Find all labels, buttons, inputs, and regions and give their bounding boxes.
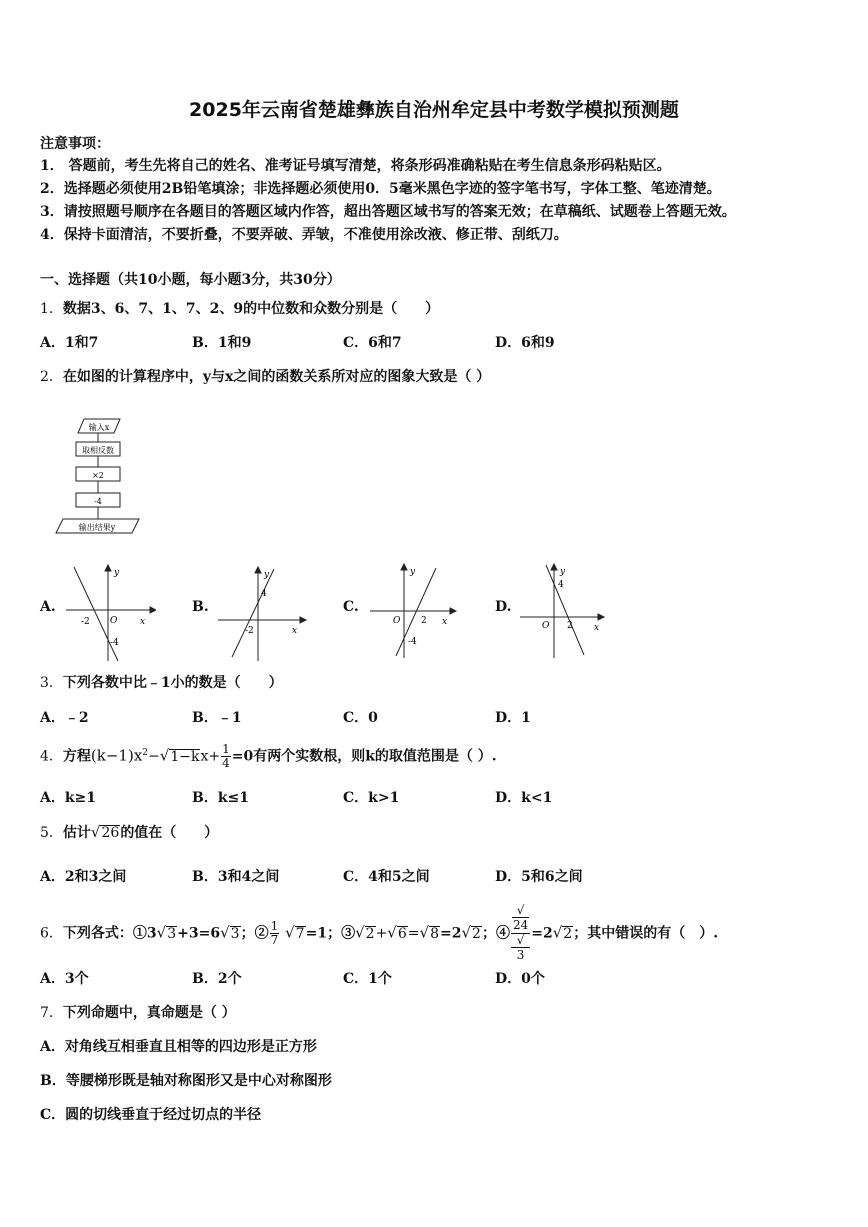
flow-minus-4: -4 — [94, 497, 102, 506]
notice-item: 4．保持卡面清洁，不要折叠，不要弄破、弄皱，不准使用涂改液、修正带、刮纸刀。 — [40, 227, 568, 243]
origin-label: O — [542, 621, 550, 631]
radicand: 6 — [397, 925, 407, 942]
expr-4: ；④ — [481, 925, 510, 942]
graph-c — [366, 560, 460, 660]
expr-2: ；② — [240, 925, 269, 942]
x-intercept-label: -2 — [81, 617, 90, 627]
minus-sign: − — [148, 748, 160, 765]
radicand: 2 — [365, 925, 375, 942]
option-d: D．6和9 — [495, 335, 555, 351]
question-text: 在如图的计算程序中，y与x之间的函数关系所对应的图象大致是（ ） — [62, 369, 491, 385]
question-number: 2． — [40, 369, 63, 385]
numerator: 1 — [222, 742, 230, 757]
question-1 — [40, 298, 439, 318]
option-d: D．1 — [495, 710, 531, 726]
x-label: x — [594, 623, 600, 633]
y-intercept-label: 4 — [558, 580, 564, 590]
expr-1: ①3 — [132, 925, 157, 942]
radicand: 2 — [563, 925, 573, 942]
option-b: B．2个 — [192, 971, 242, 987]
flow-negate: 取相反数 — [82, 446, 114, 455]
option-a: A. — [40, 599, 56, 615]
flow-input: 输入x — [88, 423, 110, 432]
question-text-post: =0有两个实数根，则k的取值范围是（ ）. — [231, 748, 497, 765]
option-b: B. — [192, 599, 209, 615]
fraction — [221, 743, 231, 770]
x-intercept-label: -2 — [245, 626, 254, 636]
option-a: A．2和3之间 — [40, 869, 127, 885]
option-d: D．k<1 — [495, 790, 553, 806]
option-d: D．0个 — [495, 971, 545, 987]
flowchart — [50, 412, 150, 538]
y-label: y — [410, 567, 416, 577]
origin-label: O — [110, 616, 118, 626]
option-b: B．﹣1 — [192, 710, 242, 726]
denominator: 3 — [511, 947, 530, 963]
question-text-pre: 下列各式： — [62, 925, 133, 942]
question-3 — [40, 672, 283, 692]
numerator: 1 — [270, 919, 279, 933]
x-intercept-label: 2 — [567, 621, 573, 631]
fraction: √ 24 √ 3 — [512, 903, 529, 962]
question-text-pre: 估计 — [62, 825, 91, 841]
equation-term: (k−1)x — [90, 746, 143, 765]
option-c: C．4和5之间 — [343, 869, 430, 885]
option-a: A．﹣2 — [40, 710, 89, 726]
question-6: 6．下列各式：①3√3+3=6√3；② $\frac{1}{7}$ √7=1；③√2+√6=√8=2√2；④ √ 24 √ 3 =2√2；其中错误的有（ ）. — [40, 903, 719, 962]
origin-label: O — [393, 616, 401, 626]
flow-times-2: ×2 — [92, 471, 104, 480]
x-label: x — [292, 626, 298, 636]
radicand: 8 — [430, 925, 439, 942]
radicand: 3 — [167, 925, 177, 942]
question-text: 数据3、6、7、1、7、2、9的中位数和众数分别是（ ） — [62, 301, 440, 317]
question-text-post: 的值在（ ） — [120, 825, 219, 841]
radicand: 2 — [472, 925, 481, 942]
page-title: 2025年云南省楚雄彝族自治州牟定县中考数学模拟预测题 — [189, 99, 679, 121]
question-text: 下列命题中，真命题是（ ） — [62, 1005, 236, 1021]
question-5: 5．估计√26的值在（ ） — [40, 823, 219, 841]
x-intercept-label: 2 — [421, 616, 427, 626]
y-label: y — [114, 568, 120, 578]
option-c: C. — [343, 599, 359, 615]
equals-sign: = — [407, 925, 420, 942]
option-a: A．3个 — [40, 971, 89, 987]
question-text: 下列各数中比﹣1小的数是（ ） — [62, 675, 283, 691]
expr-3: =1；③ — [305, 925, 356, 942]
option-d: D．5和6之间 — [495, 869, 583, 885]
question-number: 6． — [40, 925, 63, 942]
radicand: 1−k — [170, 748, 200, 765]
y-intercept-label: 4 — [261, 589, 267, 599]
y-label: y — [560, 567, 566, 577]
question-number: 1． — [40, 301, 63, 317]
question-text-post: ；其中错误的有（ ）. — [573, 925, 719, 942]
question-number: 5． — [40, 825, 63, 841]
question-4: 4．方程$(k-1)x^2-√1-kx+$ $\frac{1}{4}$ =0有两个实数根，则k的取值范围是（ ）. — [40, 742, 497, 771]
question-number: 4． — [40, 748, 63, 765]
option-c: C．6和7 — [343, 335, 402, 351]
radicand: 7 — [295, 925, 305, 942]
option-a: A．对角线互相垂直且相等的四边形是正方形 — [40, 1039, 317, 1055]
notice-item: 2．选择题必须使用2B铅笔填涂；非选择题必须使用0．5毫米黑色字迹的签字笔书写，字体工整、笔迹清楚。 — [40, 181, 721, 197]
radicand: 26 — [101, 825, 120, 841]
graph-b — [214, 563, 308, 663]
option-b: B．3和4之间 — [192, 869, 280, 885]
question-number: 3． — [40, 675, 63, 691]
expr-4: =2 — [531, 925, 553, 942]
x-label: x — [140, 617, 146, 627]
plus-sign: + — [375, 925, 388, 942]
option-a: A．k≥1 — [40, 790, 97, 806]
expr-1: +3=6 — [177, 925, 221, 942]
question-number: 7． — [40, 1005, 63, 1021]
y-label: y — [264, 570, 270, 580]
option-c: C．k>1 — [343, 790, 400, 806]
y-intercept-label: -4 — [110, 638, 119, 648]
expr-3: =2 — [440, 925, 462, 942]
graph-a — [62, 563, 156, 663]
flow-output: 输出结果y — [78, 523, 116, 532]
option-c: C．1个 — [343, 971, 392, 987]
option-d: D. — [495, 599, 512, 615]
exponent: 2 — [142, 748, 149, 758]
option-c: C．0 — [343, 710, 378, 726]
fraction — [270, 920, 280, 947]
question-2 — [40, 366, 490, 386]
option-b: B．k≤1 — [192, 790, 250, 806]
graph-d — [516, 560, 610, 660]
option-b: B．等腰梯形既是轴对称图形又是中心对称图形 — [40, 1073, 332, 1089]
radicand: 3 — [230, 925, 240, 942]
question-7 — [40, 1002, 236, 1022]
numerator: 24 — [512, 918, 529, 932]
denominator: 4 — [222, 756, 230, 771]
option-b: B．1和9 — [192, 335, 252, 351]
y-intercept-label: -4 — [408, 637, 417, 647]
x-label: x — [442, 617, 448, 627]
option-a: A．1和7 — [40, 335, 99, 351]
question-text-pre: 方程 — [62, 748, 91, 765]
equation-term: x+ — [200, 748, 221, 765]
notice-item: 3．请按照题号顺序在各题目的答题区域内作答，超出答题区域书写的答案无效；在草稿纸、试题卷上答题无效。 — [40, 204, 736, 220]
notice-heading: 注意事项： — [40, 136, 110, 152]
denominator: 7 — [270, 933, 279, 947]
notice-item: 1． 答题前，考生先将自己的姓名、准考证号填写清楚，将条形码准确粘贴在考生信息条形码粘贴区。 — [40, 158, 671, 174]
section-heading: 一、选择题（共10小题，每小题3分，共30分） — [40, 272, 341, 288]
option-c: C．圆的切线垂直于经过切点的半径 — [40, 1107, 262, 1123]
